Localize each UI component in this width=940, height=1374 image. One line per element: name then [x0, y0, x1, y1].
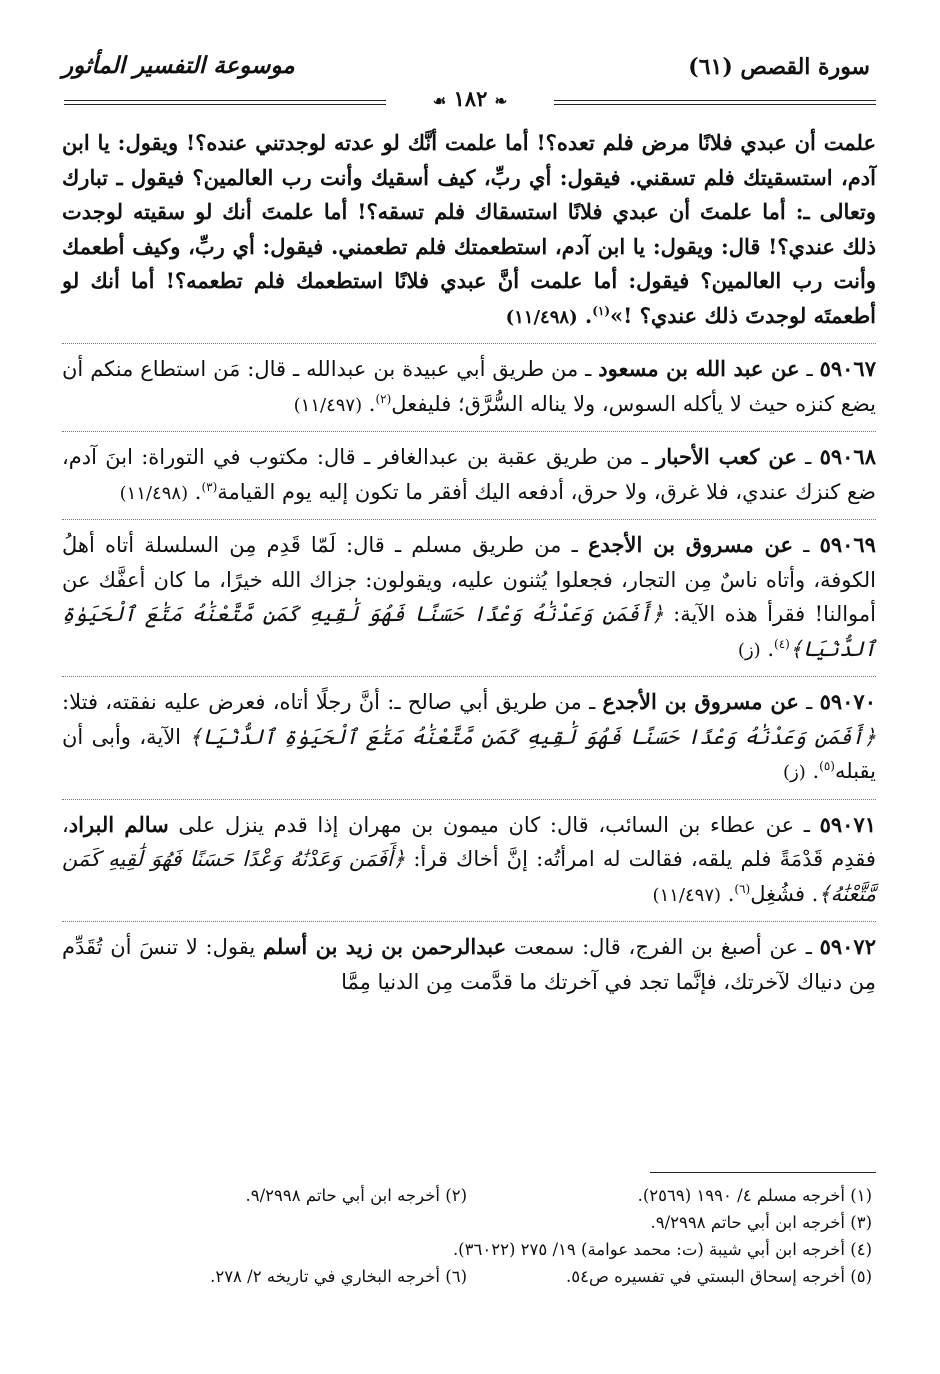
- citation: (١١/٤٩٧): [293, 394, 363, 416]
- footnote-3: (٣) أخرجه ابن أبي حاتم ٩/٢٩٩٨.: [650, 1213, 872, 1232]
- entry-lead: ـ عن أصبغ بن الفرج، قال: سمعت: [513, 935, 812, 959]
- narrator-name: عن عبد الله بن مسعود: [598, 356, 800, 381]
- entry-59067: ٥٩٠٦٧ ـ عن عبد الله بن مسعود ـ من طريق أبي عبيدة بن عبدالله ـ قال: مَن استطاع منكم أن يضع كنزه حيث لا يأكله السوس، ولا يناله السُّرَّق؛ فليفعل$^{(٢)}$. (١١/٤٩٧): [62, 356, 876, 416]
- citation: (١١/٤٩٨): [119, 482, 189, 504]
- entry-59068: ٥٩٠٦٨ ـ عن كعب الأحبار ـ من طريق عقبة بن عبدالغافر ـ قال: مكتوب في التوراة: ابنَ آدم، ضع كنزك عندي، فلا غرق، ولا حرق، أدفعه اليك أفقر ما تكون إليه يوم القيامة$^{(٣)}$. (١١/٤٩٨): [62, 444, 876, 504]
- entry-text: ـ من طريق أبي صالح ـ: أنَّ رجلًا أتاه، فعرض عليه نفقته، فتلا:: [62, 690, 596, 714]
- person-name: سالم البراد: [68, 811, 169, 837]
- entry-59072: [62, 930, 876, 999]
- entry-text: ، فقدِم قَدْمَةً فلم يلقه، فقالت له امرأتُه: إنَّ أخاك قرأ:: [62, 812, 876, 871]
- person-name: عبدالرحمن بن زيد بن أسلم: [262, 934, 507, 959]
- citation: (١١/٤٩٧): [652, 884, 722, 906]
- entry-number: ٥٩٠٧٠: [819, 689, 876, 714]
- intro-paragraph: علمت أن عبدي فلانًا مرض فلم تعده؟! أما علمت أنَّك لو عدته لوجدتني عنده؟! ويقول: يا ابن آدم، استسقيتك فلم تسقني. فيقول: أي ربِّ، كيف أسقيك وأنت رب العالمين؟ فيقول ـ تبارك وتعالى ـ: أما علمتَ أن عبدي فلانًا استسقاك فلم تسقه؟! أما علمتَ أنك لو سقيته لوجدت ذلك عندي؟! قال: ويقول: يا ابن آدم، استطعمتك فلم تطعمني. فيقول: أي ربِّ، وكيف أطعمك وأنت رب العالمين؟ فيقول: أما علمت أنَّ عبدي فلانًا استطعمك فلم تطعمه؟! أما أنك لو أطعمتَه لوجدتَ ذلك عندي؟ !»$^{(١)}$. (١١/٤٩٨): [62, 130, 876, 328]
- entry-text-after: . فشُغِل: [750, 881, 819, 906]
- entry-separator: [62, 431, 876, 432]
- entry-text: يقول: لا تنسَ أن تُقَدِّم مِن دنياك لآخرتك، فإنَّما تجد في آخرتك ما قدَّمت مِن الدنيا مِمَّا: [62, 935, 876, 994]
- citation: (ز): [737, 639, 761, 661]
- entry-59071: ٥٩٠٧١ ـ عن عطاء بن السائب، قال: كان ميمون بن مهران إذا قدم ينزل على سالم البراد، فقدِم قَدْمَةً فلم يلقه، فقالت له امرأتُه: إنَّ أخاك قرأ: ﴿أَفَمَن وَعَدْنَٰهُ وَعْدًا حَسَنًا فَهُوَ لَٰقِيهِ كَمَن مَّتَّعْنَٰهُ﴾. فشُغِل$^{(٦)}$. (١١/٤٩٧): [62, 811, 877, 906]
- running-header: [62, 48, 878, 88]
- footnotes: [62, 1182, 872, 1290]
- entry-number: ٥٩٠٦٩: [819, 532, 876, 557]
- footnote-ref: (٣): [201, 479, 218, 494]
- entry-text: ـ من طريق عقبة بن عبدالغافر ـ قال: مكتوب في التوراة: ابنَ آدم، ضع كنزك عندي، فلا غرق، ولا حرق، أدفعه اليك أفقر ما تكون إليه يوم القيامة: [62, 445, 876, 504]
- entry-number: ٥٩٠٦٧: [819, 356, 876, 381]
- footnote-row: [62, 1263, 872, 1290]
- entry-text-after: الآية، وأبى أن يقبله: [62, 724, 876, 783]
- entry-separator: [62, 799, 876, 800]
- narrator-name: عن مسروق بن الأجدع: [602, 689, 799, 714]
- citation: (١١/٤٩٨): [505, 306, 578, 328]
- entry-separator: [62, 343, 876, 344]
- entry-number: ٥٩٠٦٨: [819, 444, 876, 469]
- entry-separator: [62, 921, 876, 922]
- entry-number: ٥٩٠٧١: [819, 811, 877, 837]
- quran-verse: ﴿أَفَمَن وَعَدْنَٰهُ وَعْدًا حَسَنًا فَهُوَ لَٰقِيهِ كَمَن مَّتَّعْنَٰهُ مَتَٰعَ ٱلْحَيَوٰةِ ٱلدُّنْيَا﴾: [62, 602, 876, 661]
- footnote-rule: [650, 1172, 876, 1173]
- footnote-5: (٥) أخرجه إسحاق البستي في تفسيره ص٥٤.: [565, 1267, 872, 1286]
- intro-text: علمت أن عبدي فلانًا مرض فلم تعده؟! أما علمت أنَّك لو عدته لوجدتني عنده؟! ويقول: يا ابن آدم، استسقيتك فلم تسقني. فيقول: أي ربِّ، كيف أسقيك وأنت رب العالمين؟ فيقول ـ تبارك وتعالى ـ: أما علمتَ أن عبدي فلانًا استسقاك فلم تسقه؟! أما علمتَ أنك لو سقيته لوجدت ذلك عندي؟! قال: ويقول: يا ابن آدم، استطعمتك فلم تطعمني. فيقول: أي ربِّ، وكيف أطعمك وأنت رب العالمين؟ فيقول: أما علمت أنَّ عبدي فلانًا استطعمك فلم تطعمه؟! أما أنك لو أطعمتَه لوجدتَ ذلك عندي؟ !»: [62, 130, 876, 328]
- footnote-ref: (٦): [734, 881, 751, 896]
- entry-number: ٥٩٠٧٢: [819, 934, 876, 959]
- page-number: [0, 86, 940, 111]
- ornament-icon: ❧: [494, 92, 508, 110]
- footnote-4: (٤) أخرجه ابن أبي شيبة (ت: محمد عوامة) ١٩/ ٢٧٥ (٣٦٠٢٢).: [452, 1240, 872, 1259]
- entry-text: ـ من طريق مسلم ـ قال: لَمّا قَدِم مِن السلسلة أتاه أهلُ الكوفة، وأتاه ناسٌ مِن التجار، فجعلوا يُثنون عليه، ويقولون: جزاك الله خيرًا، ما كان أعفَّك عن أموالنا! فقرأ هذه الآية:: [62, 533, 876, 626]
- footnote-ref: (١): [592, 303, 611, 318]
- citation: (ز): [783, 762, 806, 783]
- entry-separator: [62, 519, 876, 520]
- ornament-icon: ☙: [432, 92, 447, 110]
- narrator-name: عن كعب الأحبار: [656, 444, 797, 469]
- footnote-ref: (٢): [375, 391, 392, 406]
- quran-verse: ﴿أَفَمَن وَعَدْنَٰهُ وَعْدًا حَسَنًا فَهُوَ لَٰقِيهِ كَمَن مَّتَّعْنَٰهُ مَتَٰعَ ٱلْحَيَوٰةِ ٱلدُّنْيَا﴾: [189, 724, 876, 749]
- entry-text: ـ من طريق أبي عبيدة بن عبدالله ـ قال: مَن استطاع منكم أن يضع كنزه حيث لا يأكله السوس، ولا يناله السُّرَّق؛ فليفعل: [62, 357, 876, 416]
- main-text: [62, 126, 876, 999]
- entry-59069: ٥٩٠٦٩ ـ عن مسروق بن الأجدع ـ من طريق مسلم ـ قال: لَمّا قَدِم مِن السلسلة أتاه أهلُ الكوفة، وأتاه ناسٌ مِن التجار، فجعلوا يُثنون عليه، ويقولون: جزاك الله خيرًا، ما كان أعفَّك عن أموالنا! فقرأ هذه الآية: ﴿أَفَمَن وَعَدْنَٰهُ وَعْدًا حَسَنًا فَهُوَ لَٰقِيهِ كَمَن مَّتَّعْنَٰهُ مَتَٰعَ ٱلْحَيَوٰةِ ٱلدُّنْيَا﴾$^{(٤)}$. (ز): [62, 532, 876, 661]
- surah-title: سورة القصص (٦١): [688, 54, 870, 80]
- footnote-ref: (٤): [774, 636, 790, 651]
- entry-separator: [62, 676, 876, 677]
- footnote-6: (٦) أخرجه البخاري في تاريخه ٢/ ٢٧٨.: [210, 1267, 467, 1286]
- footnote-2: (٢) أخرجه ابن أبي حاتم ٩/٢٩٩٨.: [245, 1186, 467, 1205]
- book-title: موسوعة التفسير المأثور: [62, 52, 295, 79]
- narrator-name: عن مسروق بن الأجدع: [587, 532, 794, 557]
- page-number-text: ١٨٢: [453, 86, 488, 111]
- footnote-row: [62, 1182, 872, 1209]
- footnote-ref: (٥): [819, 759, 835, 773]
- quran-verse: ﴿أَفَمَن وَعَدْنَٰهُ وَعْدًا حَسَنًا فَهُوَ لَٰقِيهِ كَمَن مَّتَّعْنَٰهُ﴾: [62, 847, 876, 906]
- entry-lead: ـ عن عطاء بن السائب، قال: كان ميمون بن مهران إذا قدم ينزل على: [178, 812, 810, 837]
- entry-59070: ٥٩٠٧٠ ـ عن مسروق بن الأجدع ـ من طريق أبي صالح ـ: أنَّ رجلًا أتاه، فعرض عليه نفقته، فتلا: ﴿أَفَمَن وَعَدْنَٰهُ وَعْدًا حَسَنًا فَهُوَ لَٰقِيهِ كَمَن مَّتَّعْنَٰهُ مَتَٰعَ ٱلْحَيَوٰةِ ٱلدُّنْيَا﴾ الآية، وأبى أن يقبله$^{(٥)}$. (ز): [62, 689, 876, 783]
- footnote-1: (١) أخرجه مسلم ٤/ ١٩٩٠ (٢٥٦٩).: [637, 1186, 872, 1205]
